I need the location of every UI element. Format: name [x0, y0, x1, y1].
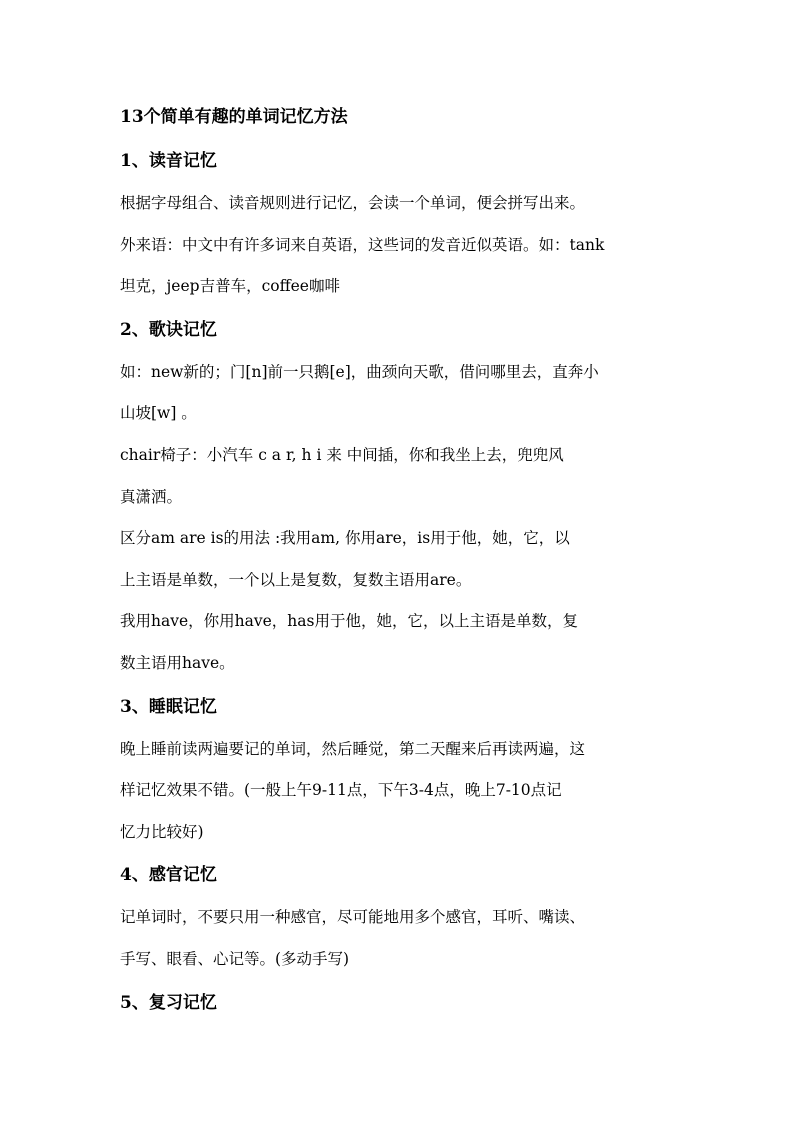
paragraph-line: 坦克，jeep吉普车，coffee咖啡 — [120, 277, 340, 296]
paragraph-line: 手写、眼看、心记等。(多动手写) — [120, 949, 350, 968]
paragraph-line: 上主语是单数，一个以上是复数，复数主语用are。 — [120, 570, 472, 589]
section-review-memory — [120, 981, 692, 1025]
paragraph-line: 数主语用have。 — [120, 653, 235, 672]
section-pronunciation-memory — [120, 139, 692, 308]
section-rhyme-memory — [120, 308, 692, 685]
paragraph-line: 我用have，你用have，has用于他，她，它，以上主语是单数，复 — [120, 612, 578, 631]
paragraph-line: 晚上睡前读两遍要记的单词，然后睡觉，第二天醒来后再读两遍，这 — [120, 739, 586, 758]
paragraph-line: 真潇洒。 — [120, 487, 183, 506]
paragraph-line: 根据字母组合、读音规则进行记忆，会读一个单词，便会拼写出来。 — [120, 194, 586, 212]
paragraph-line: 山坡[w] 。 — [120, 404, 197, 423]
paragraph-line: 忆力比较好) — [120, 822, 204, 841]
section-sensory-memory — [120, 853, 692, 980]
document-title: 13个简单有趣的单词记忆方法 — [120, 107, 348, 127]
section-heading: 4、感官记忆 — [120, 865, 217, 886]
paragraph-line: 样记忆效果不错。(一般上午9-11点，下午3-4点，晚上7-10点记 — [120, 781, 562, 800]
section-heading: 5、复习记忆 — [120, 992, 217, 1013]
section-heading: 2、歌诀记忆 — [120, 319, 217, 340]
paragraph-line: 如：new新的；门[n]前一只鹅[e]，曲颈向天歌，借问哪里去，直奔小 — [120, 362, 599, 381]
section-heading: 1、读音记忆 — [120, 151, 217, 171]
paragraph-line: chair椅子：小汽车 c a r, h i 来 中间插，你和我坐上去，兜兜风 — [120, 445, 564, 464]
section-heading: 3、睡眠记忆 — [120, 696, 217, 717]
document-body — [120, 95, 692, 1025]
paragraph-line: 区分am are is的用法 :我用am, 你用are，is用于他，她，它，以 — [120, 529, 570, 548]
paragraph-line: 记单词时，不要只用一种感官，尽可能地用多个感官，耳听、嘴读、 — [120, 908, 586, 927]
paragraph-line: 外来语：中文中有许多词来自英语，这些词的发音近似英语。如：tank — [120, 235, 605, 254]
section-sleep-memory — [120, 685, 692, 854]
